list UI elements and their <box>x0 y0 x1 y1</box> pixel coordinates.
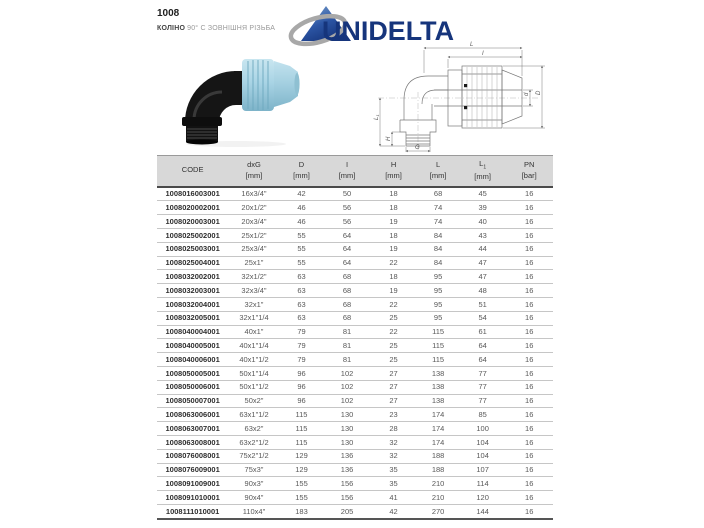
cell-l: 74 <box>416 201 460 215</box>
product-name: КОЛІНО <box>157 25 186 32</box>
cell-dxg: 25x3/4" <box>228 242 279 256</box>
cell-d-outer: 79 <box>280 339 324 353</box>
cell-i: 102 <box>323 366 371 380</box>
table-row <box>157 504 553 518</box>
cell-code: 1008050007001 <box>157 394 228 408</box>
dim-label-L: L <box>470 42 474 48</box>
compression-nut <box>242 59 300 111</box>
table-row <box>157 491 553 505</box>
cell-i: 81 <box>323 339 371 353</box>
product-photo <box>178 54 308 148</box>
cell-pn: 16 <box>505 366 553 380</box>
dim-label-d: d <box>524 92 530 96</box>
cell-l: 138 <box>416 394 460 408</box>
cell-l1: 77 <box>460 380 506 394</box>
cell-dxg: 40x1" <box>228 325 279 339</box>
cell-i: 156 <box>323 491 371 505</box>
dimension-lines <box>380 48 545 152</box>
table-row <box>157 408 553 422</box>
cell-pn: 16 <box>505 256 553 270</box>
cell-d-outer: 63 <box>280 311 324 325</box>
cell-h: 18 <box>371 187 417 201</box>
cell-d-outer: 79 <box>280 353 324 367</box>
cell-l: 174 <box>416 422 460 436</box>
cell-l1: 54 <box>460 311 506 325</box>
cell-h: 18 <box>371 270 417 284</box>
table-row <box>157 380 553 394</box>
column-header-l1: $L_1$ [mm] <box>460 156 506 187</box>
table-row <box>157 325 553 339</box>
cell-pn: 16 <box>505 298 553 312</box>
cell-code: 1008091010001 <box>157 491 228 505</box>
cell-l: 95 <box>416 298 460 312</box>
cell-dxg: 90x4" <box>228 491 279 505</box>
cell-code: 1008063008001 <box>157 435 228 449</box>
cell-pn: 16 <box>505 394 553 408</box>
table-row <box>157 201 553 215</box>
cell-h: 27 <box>371 366 417 380</box>
cell-l: 174 <box>416 408 460 422</box>
cell-code: 1008025004001 <box>157 256 228 270</box>
column-header-dxg: dxG [mm] <box>228 156 279 187</box>
table-row <box>157 284 553 298</box>
cell-h: 28 <box>371 422 417 436</box>
cell-l1: 104 <box>460 449 506 463</box>
cell-l1: 47 <box>460 256 506 270</box>
nut-hatching <box>467 67 497 127</box>
cell-h: 23 <box>371 408 417 422</box>
cell-dxg: 25x1/2" <box>228 229 279 243</box>
cell-l: 270 <box>416 504 460 518</box>
threaded-end <box>182 117 222 145</box>
cell-l: 115 <box>416 325 460 339</box>
cell-d-outer: 115 <box>280 435 324 449</box>
cell-l1: 47 <box>460 270 506 284</box>
column-header-code: CODE <box>157 156 228 187</box>
column-header-d-outer: D [mm] <box>280 156 324 187</box>
cell-pn: 16 <box>505 201 553 215</box>
cell-dxg: 75x3" <box>228 463 279 477</box>
cell-i: 50 <box>323 187 371 201</box>
cell-h: 19 <box>371 242 417 256</box>
cell-d-outer: 79 <box>280 325 324 339</box>
centerlines <box>378 92 538 150</box>
cell-h: 22 <box>371 256 417 270</box>
table-row <box>157 394 553 408</box>
cell-l1: 48 <box>460 284 506 298</box>
table-row <box>157 298 553 312</box>
cell-h: 19 <box>371 284 417 298</box>
cell-dxg: 40x1"1/2 <box>228 353 279 367</box>
table-row <box>157 339 553 353</box>
cell-l: 174 <box>416 435 460 449</box>
cell-dxg: 25x1" <box>228 256 279 270</box>
cell-l: 115 <box>416 339 460 353</box>
table-row <box>157 256 553 270</box>
cell-i: 64 <box>323 242 371 256</box>
cell-l1: 43 <box>460 229 506 243</box>
cell-dxg: 32x1"1/4 <box>228 311 279 325</box>
cell-code: 1008063006001 <box>157 408 228 422</box>
cell-h: 27 <box>371 380 417 394</box>
product-description: 90° С ЗОВНІШНЯ РІЗЬБА <box>187 25 276 32</box>
technical-drawing <box>370 40 568 154</box>
cell-pn: 16 <box>505 353 553 367</box>
cell-i: 102 <box>323 394 371 408</box>
cell-l1: 85 <box>460 408 506 422</box>
cell-l: 84 <box>416 242 460 256</box>
cell-h: 42 <box>371 504 417 518</box>
cell-l: 188 <box>416 449 460 463</box>
cell-pn: 16 <box>505 504 553 518</box>
table-row <box>157 463 553 477</box>
cell-d-outer: 96 <box>280 394 324 408</box>
cell-dxg: 32x1/2" <box>228 270 279 284</box>
cell-l1: 77 <box>460 366 506 380</box>
cell-pn: 16 <box>505 435 553 449</box>
cell-pn: 16 <box>505 408 553 422</box>
cell-dxg: 63x1"1/2 <box>228 408 279 422</box>
cell-h: 27 <box>371 394 417 408</box>
cell-pn: 16 <box>505 242 553 256</box>
cell-code: 1008020002001 <box>157 201 228 215</box>
column-header-h: H [mm] <box>371 156 417 187</box>
cell-d-outer: 155 <box>280 477 324 491</box>
cell-h: 32 <box>371 435 417 449</box>
product-subtitle <box>157 25 275 32</box>
brand-wordmark: UNIDELTA <box>322 16 454 46</box>
cell-d-outer: 55 <box>280 256 324 270</box>
cell-code: 1008091009001 <box>157 477 228 491</box>
cell-h: 35 <box>371 463 417 477</box>
cell-i: 68 <box>323 298 371 312</box>
cell-i: 64 <box>323 256 371 270</box>
cell-d-outer: 46 <box>280 201 324 215</box>
cell-d-outer: 63 <box>280 270 324 284</box>
cell-pn: 16 <box>505 325 553 339</box>
cell-d-outer: 115 <box>280 422 324 436</box>
cell-l: 74 <box>416 215 460 229</box>
cell-pn: 16 <box>505 477 553 491</box>
cell-i: 56 <box>323 201 371 215</box>
cell-code: 1008025003001 <box>157 242 228 256</box>
cell-h: 25 <box>371 339 417 353</box>
dim-label-H: H <box>386 136 392 141</box>
cell-i: 64 <box>323 229 371 243</box>
spec-table-header <box>157 156 553 187</box>
cell-pn: 16 <box>505 422 553 436</box>
spec-table <box>157 155 553 520</box>
cell-code: 1008025002001 <box>157 229 228 243</box>
cell-d-outer: 46 <box>280 215 324 229</box>
cell-l1: 45 <box>460 187 506 201</box>
table-row <box>157 353 553 367</box>
cell-i: 56 <box>323 215 371 229</box>
cell-code: 1008111010001 <box>157 504 228 518</box>
column-header-pn: PN [bar] <box>505 156 553 187</box>
cell-code: 1008020003001 <box>157 215 228 229</box>
cell-d-outer: 115 <box>280 408 324 422</box>
cell-i: 81 <box>323 353 371 367</box>
cell-dxg: 32x3/4" <box>228 284 279 298</box>
table-row <box>157 242 553 256</box>
cell-code: 1008032003001 <box>157 284 228 298</box>
cell-l1: 77 <box>460 394 506 408</box>
cell-code: 1008016003001 <box>157 187 228 201</box>
cell-pn: 16 <box>505 270 553 284</box>
cell-l: 95 <box>416 270 460 284</box>
cell-l: 95 <box>416 284 460 298</box>
cell-l: 115 <box>416 353 460 367</box>
cell-code: 1008076008001 <box>157 449 228 463</box>
cell-dxg: 20x3/4" <box>228 215 279 229</box>
cell-dxg: 32x1" <box>228 298 279 312</box>
cell-l: 138 <box>416 366 460 380</box>
cell-h: 35 <box>371 477 417 491</box>
cell-i: 136 <box>323 463 371 477</box>
cell-i: 156 <box>323 477 371 491</box>
cell-pn: 16 <box>505 380 553 394</box>
cell-code: 1008032005001 <box>157 311 228 325</box>
cell-d-outer: 129 <box>280 449 324 463</box>
cell-code: 1008050006001 <box>157 380 228 394</box>
cell-i: 130 <box>323 422 371 436</box>
cell-h: 22 <box>371 298 417 312</box>
cell-l1: 114 <box>460 477 506 491</box>
cell-l: 68 <box>416 187 460 201</box>
table-row <box>157 366 553 380</box>
cell-l1: 40 <box>460 215 506 229</box>
cell-d-outer: 63 <box>280 298 324 312</box>
fitting-outline <box>400 66 522 146</box>
table-row <box>157 215 553 229</box>
cell-l: 84 <box>416 256 460 270</box>
cell-l: 95 <box>416 311 460 325</box>
cell-d-outer: 96 <box>280 366 324 380</box>
cell-code: 1008040005001 <box>157 339 228 353</box>
cell-code: 1008040004001 <box>157 325 228 339</box>
cell-dxg: 50x1"1/4 <box>228 366 279 380</box>
cell-pn: 16 <box>505 187 553 201</box>
cell-pn: 16 <box>505 449 553 463</box>
cell-l1: 61 <box>460 325 506 339</box>
cell-dxg: 16x3/4" <box>228 187 279 201</box>
table-row <box>157 229 553 243</box>
column-header-i: I [mm] <box>323 156 371 187</box>
cell-i: 68 <box>323 270 371 284</box>
cell-l1: 144 <box>460 504 506 518</box>
cell-l: 210 <box>416 491 460 505</box>
cell-dxg: 50x1"1/2 <box>228 380 279 394</box>
cell-pn: 16 <box>505 311 553 325</box>
cell-d-outer: 55 <box>280 242 324 256</box>
table-row <box>157 435 553 449</box>
cell-i: 130 <box>323 408 371 422</box>
cell-code: 1008032004001 <box>157 298 228 312</box>
cell-pn: 16 <box>505 284 553 298</box>
cell-l1: 100 <box>460 422 506 436</box>
cell-i: 205 <box>323 504 371 518</box>
table-row <box>157 187 553 201</box>
cell-code: 1008063007001 <box>157 422 228 436</box>
cell-h: 22 <box>371 325 417 339</box>
cell-dxg: 20x1/2" <box>228 201 279 215</box>
cell-l: 138 <box>416 380 460 394</box>
cell-l1: 64 <box>460 353 506 367</box>
cell-dxg: 110x4" <box>228 504 279 518</box>
cell-dxg: 63x2"1/2 <box>228 435 279 449</box>
cell-l1: 104 <box>460 435 506 449</box>
cell-h: 19 <box>371 215 417 229</box>
cell-l: 210 <box>416 477 460 491</box>
cell-l1: 44 <box>460 242 506 256</box>
cell-i: 81 <box>323 325 371 339</box>
cell-code: 1008076009001 <box>157 463 228 477</box>
table-row <box>157 477 553 491</box>
cell-l1: 120 <box>460 491 506 505</box>
cell-code: 1008050005001 <box>157 366 228 380</box>
cell-d-outer: 155 <box>280 491 324 505</box>
cell-i: 136 <box>323 449 371 463</box>
cell-pn: 16 <box>505 339 553 353</box>
cell-pn: 16 <box>505 229 553 243</box>
dim-label-G: G <box>415 145 420 151</box>
cell-d-outer: 42 <box>280 187 324 201</box>
cell-l: 188 <box>416 463 460 477</box>
cell-code: 1008032002001 <box>157 270 228 284</box>
table-row <box>157 449 553 463</box>
cell-h: 18 <box>371 201 417 215</box>
dim-label-I: I <box>482 51 484 57</box>
cell-code: 1008040006001 <box>157 353 228 367</box>
cell-h: 25 <box>371 311 417 325</box>
dim-label-D: D <box>536 90 542 95</box>
cell-h: 18 <box>371 229 417 243</box>
dim-label-L1: L1 <box>374 114 380 120</box>
table-row <box>157 422 553 436</box>
cell-pn: 16 <box>505 491 553 505</box>
cell-d-outer: 96 <box>280 380 324 394</box>
cell-l: 84 <box>416 229 460 243</box>
cell-d-outer: 183 <box>280 504 324 518</box>
cell-l1: 107 <box>460 463 506 477</box>
cell-h: 32 <box>371 449 417 463</box>
cell-i: 68 <box>323 284 371 298</box>
cell-dxg: 75x2"1/2 <box>228 449 279 463</box>
table-row <box>157 311 553 325</box>
column-header-l: L [mm] <box>416 156 460 187</box>
product-code-title: 1008 <box>157 8 180 19</box>
cell-h: 41 <box>371 491 417 505</box>
table-row <box>157 270 553 284</box>
cell-pn: 16 <box>505 215 553 229</box>
cell-dxg: 90x3" <box>228 477 279 491</box>
elbow-body <box>194 71 250 122</box>
cell-dxg: 63x2" <box>228 422 279 436</box>
cell-i: 130 <box>323 435 371 449</box>
o-ring-dots <box>464 84 467 109</box>
cell-l1: 51 <box>460 298 506 312</box>
cell-i: 102 <box>323 380 371 394</box>
cell-pn: 16 <box>505 463 553 477</box>
cell-i: 68 <box>323 311 371 325</box>
cell-d-outer: 63 <box>280 284 324 298</box>
cell-d-outer: 129 <box>280 463 324 477</box>
cell-l1: 64 <box>460 339 506 353</box>
cell-dxg: 40x1"1/4 <box>228 339 279 353</box>
cell-h: 25 <box>371 353 417 367</box>
cell-dxg: 50x2" <box>228 394 279 408</box>
cell-l1: 39 <box>460 201 506 215</box>
cell-d-outer: 55 <box>280 229 324 243</box>
